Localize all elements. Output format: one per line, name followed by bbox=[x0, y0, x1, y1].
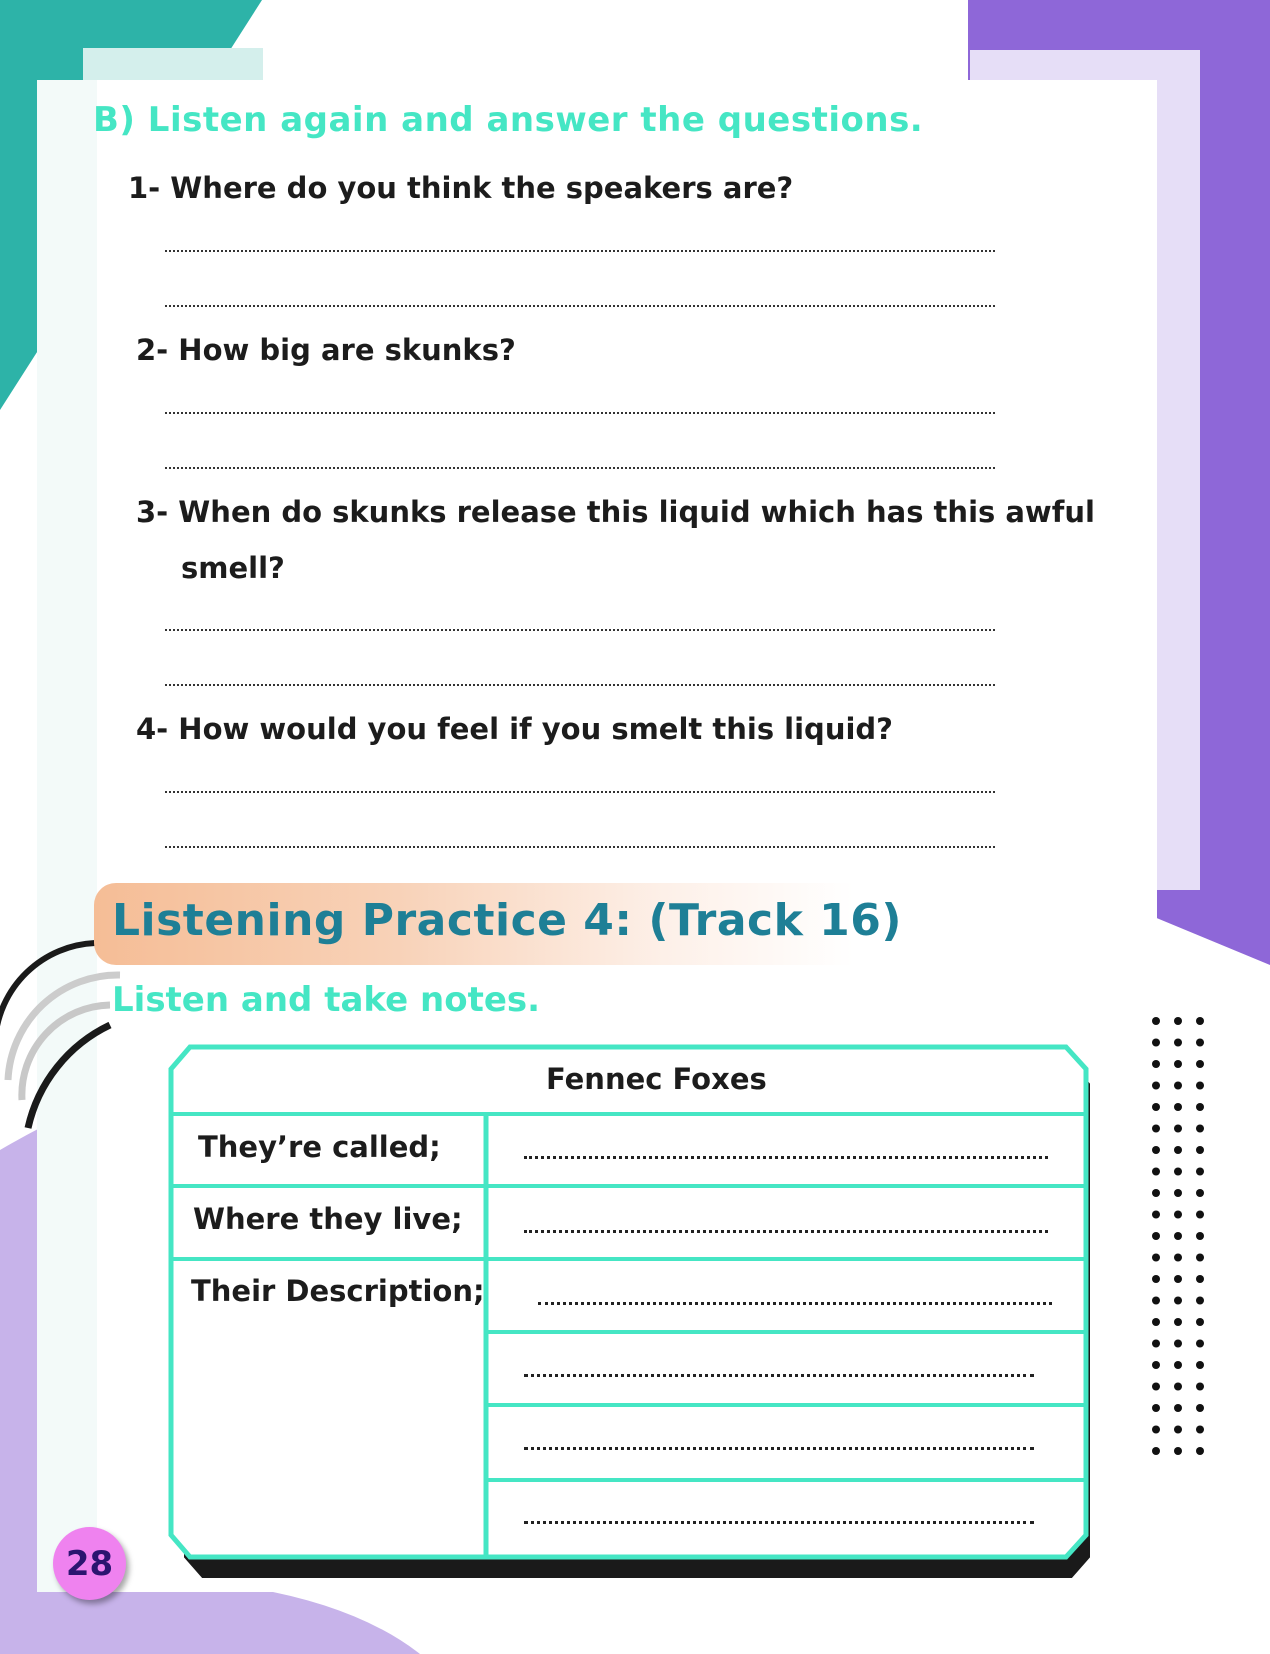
grid-dot bbox=[1152, 1275, 1160, 1283]
grid-dot bbox=[1152, 1146, 1160, 1154]
notes-table bbox=[168, 1044, 1089, 1560]
grid-dot bbox=[1152, 1318, 1160, 1326]
notes-instruction: Listen and take notes. bbox=[112, 980, 541, 1020]
grid-dot bbox=[1196, 1189, 1204, 1197]
grid-dot bbox=[1152, 1383, 1160, 1391]
notes-answer-line[interactable] bbox=[524, 1374, 1034, 1377]
grid-dot bbox=[1196, 1060, 1204, 1068]
grid-dot bbox=[1196, 1361, 1204, 1369]
grid-dot bbox=[1196, 1254, 1204, 1262]
grid-dot bbox=[1152, 1232, 1160, 1240]
grid-dot bbox=[1174, 1168, 1182, 1176]
answer-line[interactable] bbox=[165, 629, 995, 631]
answer-line[interactable] bbox=[165, 684, 995, 686]
table-header: Fennec Foxes bbox=[546, 1062, 767, 1096]
grid-dot bbox=[1196, 1232, 1204, 1240]
row-label-live: Where they live; bbox=[193, 1202, 463, 1236]
answer-line[interactable] bbox=[165, 412, 995, 414]
grid-dot bbox=[1152, 1039, 1160, 1047]
grid-dot bbox=[1196, 1039, 1204, 1047]
row-label-description: Their Description; bbox=[191, 1274, 485, 1308]
grid-dot bbox=[1196, 1383, 1204, 1391]
grid-dot bbox=[1174, 1017, 1182, 1025]
grid-dot bbox=[1196, 1103, 1204, 1111]
grid-dot bbox=[1174, 1082, 1182, 1090]
grid-dot bbox=[1196, 1275, 1204, 1283]
grid-dot bbox=[1174, 1404, 1182, 1412]
grid-dot bbox=[1174, 1383, 1182, 1391]
grid-dot bbox=[1152, 1297, 1160, 1305]
question-3-line-1: 3- When do skunks release this liquid which has this awful bbox=[136, 495, 1095, 529]
grid-dot bbox=[1174, 1254, 1182, 1262]
grid-dot bbox=[1152, 1340, 1160, 1348]
grid-dot bbox=[1174, 1318, 1182, 1326]
answer-line[interactable] bbox=[165, 791, 995, 793]
section-b-title: B) Listen again and answer the questions. bbox=[93, 100, 924, 140]
grid-dot bbox=[1152, 1404, 1160, 1412]
notes-answer-line[interactable] bbox=[524, 1156, 1048, 1159]
grid-dot bbox=[1174, 1361, 1182, 1369]
question-1: 1- Where do you think the speakers are? bbox=[128, 171, 794, 205]
answer-line[interactable] bbox=[165, 305, 995, 307]
grid-dot bbox=[1152, 1426, 1160, 1434]
notes-answer-line[interactable] bbox=[524, 1521, 1034, 1524]
notes-answer-line[interactable] bbox=[524, 1447, 1034, 1450]
question-2: 2- How big are skunks? bbox=[136, 333, 516, 367]
answer-line[interactable] bbox=[165, 846, 995, 848]
grid-dot bbox=[1196, 1211, 1204, 1219]
grid-dot bbox=[1196, 1017, 1204, 1025]
grid-dot bbox=[1196, 1426, 1204, 1434]
grid-dot bbox=[1196, 1404, 1204, 1412]
grid-dot bbox=[1196, 1340, 1204, 1348]
grid-dot bbox=[1152, 1103, 1160, 1111]
grid-dot bbox=[1174, 1340, 1182, 1348]
question-3-line-2: smell? bbox=[181, 551, 285, 585]
grid-dot bbox=[1174, 1426, 1182, 1434]
answer-line[interactable] bbox=[165, 467, 995, 469]
listening-practice-title: Listening Practice 4: (Track 16) bbox=[112, 895, 903, 946]
grid-dot bbox=[1174, 1125, 1182, 1133]
grid-dot bbox=[1174, 1211, 1182, 1219]
dot-grid-decoration bbox=[1150, 1015, 1220, 1465]
question-4: 4- How would you feel if you smelt this liquid? bbox=[136, 712, 893, 746]
grid-dot bbox=[1174, 1060, 1182, 1068]
grid-dot bbox=[1174, 1103, 1182, 1111]
grid-dot bbox=[1152, 1447, 1160, 1455]
row-label-called: They’re called; bbox=[198, 1130, 441, 1164]
grid-dot bbox=[1152, 1125, 1160, 1133]
grid-dot bbox=[1174, 1146, 1182, 1154]
grid-dot bbox=[1152, 1361, 1160, 1369]
grid-dot bbox=[1196, 1168, 1204, 1176]
grid-dot bbox=[1152, 1254, 1160, 1262]
grid-dot bbox=[1152, 1082, 1160, 1090]
grid-dot bbox=[1174, 1447, 1182, 1455]
notes-answer-line[interactable] bbox=[538, 1302, 1052, 1305]
grid-dot bbox=[1152, 1017, 1160, 1025]
grid-dot bbox=[1152, 1168, 1160, 1176]
grid-dot bbox=[1196, 1082, 1204, 1090]
grid-dot bbox=[1174, 1232, 1182, 1240]
grid-dot bbox=[1174, 1297, 1182, 1305]
grid-dot bbox=[1196, 1318, 1204, 1326]
grid-dot bbox=[1196, 1125, 1204, 1133]
grid-dot bbox=[1152, 1189, 1160, 1197]
answer-line[interactable] bbox=[165, 250, 995, 252]
page-number-badge: 28 bbox=[53, 1527, 126, 1600]
grid-dot bbox=[1196, 1146, 1204, 1154]
grid-dot bbox=[1152, 1211, 1160, 1219]
grid-dot bbox=[1174, 1039, 1182, 1047]
grid-dot bbox=[1196, 1297, 1204, 1305]
notes-answer-line[interactable] bbox=[524, 1230, 1048, 1233]
question-3 bbox=[136, 484, 1095, 596]
grid-dot bbox=[1174, 1275, 1182, 1283]
grid-dot bbox=[1152, 1060, 1160, 1068]
grid-dot bbox=[1196, 1447, 1204, 1455]
grid-dot bbox=[1174, 1189, 1182, 1197]
